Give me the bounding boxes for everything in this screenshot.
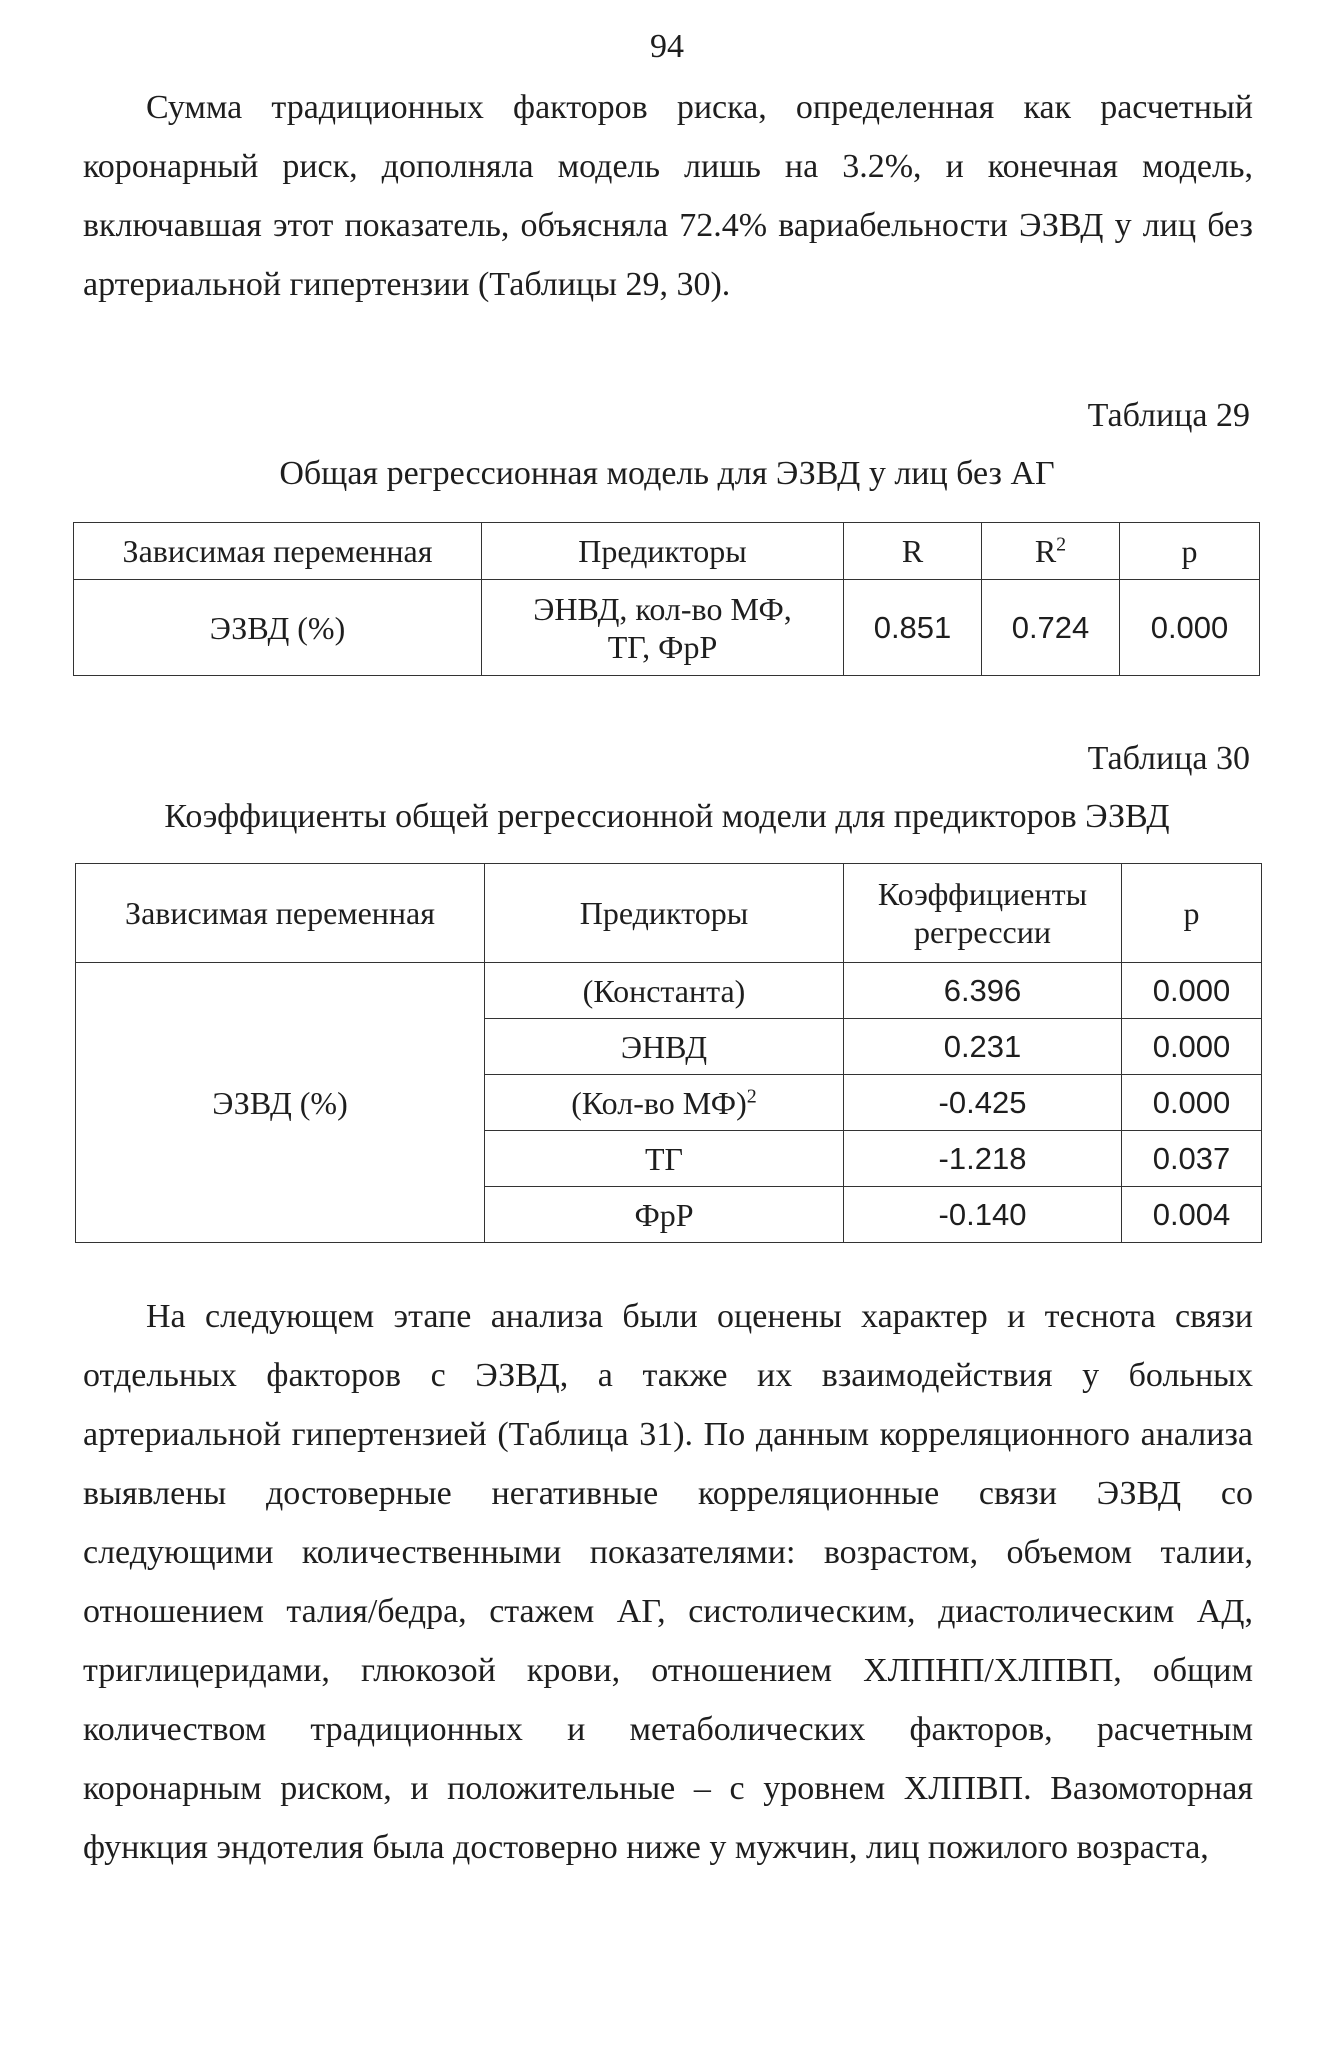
table-30-header-row [76,864,1262,963]
cell-predictor: ЭНВД [485,1019,844,1075]
cell-p: 0.000 [1122,1075,1262,1131]
cell-r-squared: 0.724 [982,580,1120,676]
cell-coefficient: 0.231 [844,1019,1122,1075]
table-row [76,963,1262,1019]
table-29-label: Таблица 29 [1087,397,1250,434]
cell-r: 0.851 [844,580,982,676]
header-r: R [844,523,982,580]
table-29-caption: Общая регрессионная модель для ЭЗВД у лиц без АГ [279,455,1055,492]
table-30-label: Таблица 30 [1087,740,1250,777]
cell-predictor-base: (Кол-во МФ) [571,1084,747,1121]
paragraph-intro: Сумма традиционных факторов риска, определенная как расчетный коронарный риск, дополняла модель лишь на 3.2%, и конечная модель, включавшая этот показатель, объясняла 72.4% вариабельности ЭЗВД у лиц без артериальной гипертензии (Таблицы 29, 30). [83,89,1253,303]
cell-predictor: ТГ [485,1131,844,1187]
cell-coefficient: 6.396 [844,963,1122,1019]
cell-dependent-variable: ЭЗВД (%) [74,580,482,676]
cell-p: 0.004 [1122,1187,1262,1243]
header-r-squared-exponent: 2 [1056,533,1067,556]
table-29-header-row [74,523,1260,580]
header-dependent-variable: Зависимая переменная [74,523,482,580]
table-30-caption: Коэффициенты общей регрессионной модели для предикторов ЭЗВД [164,798,1170,835]
header-predictors: Предикторы [482,523,844,580]
header-r-squared-base: R [1034,533,1057,569]
header-regression-coefficients [844,864,1122,963]
cell-predictor: (Константа) [485,963,844,1019]
paragraph-analysis: На следующем этапе анализа были оценены характер и теснота связи отдельных факторов с ЭЗВД, а также их взаимодействия у больных артериальной гипертензией (Таблица 31). По данным корреляционного анализа выявлены достоверные негативные корреляционные связи ЭЗВД со следующими количественными показателями: возрастом, объемом талии, отношением талия/бедра, стажем АГ, систолическим, диастолическим АД, триглицеридами, глюкозой крови, отношением ХЛПНП/ХЛПВП, общим количеством традиционных и метаболических факторов, расчетным коронарным риском, и положительные – с уровнем ХЛПВП. Вазомоторная функция эндотелия была достоверно ниже у мужчин, лиц пожилого возраста, [83,1298,1253,1866]
header-coef-line-1: Коэффициенты [877,876,1088,912]
header-r-squared [982,523,1120,580]
header-predictors: Предикторы [485,864,844,963]
header-coef-line-2: регрессии [914,914,1051,950]
cell-predictors-line-2: ТГ, ФрР [607,628,718,665]
cell-p: 0.037 [1122,1131,1262,1187]
cell-coefficient: -0.425 [844,1075,1122,1131]
header-dependent-variable: Зависимая переменная [76,864,485,963]
cell-predictor: ФрР [485,1187,844,1243]
cell-predictor-exponent: 2 [746,1084,757,1107]
cell-dependent-variable: ЭЗВД (%) [76,963,485,1243]
cell-predictors [482,580,844,676]
header-p: p [1120,523,1260,580]
header-p: p [1122,864,1262,963]
page-number: 94 [650,28,684,65]
cell-p: 0.000 [1122,1019,1262,1075]
cell-p: 0.000 [1120,580,1260,676]
table-30 [75,863,1262,1243]
cell-predictor [485,1075,844,1131]
table-row [74,580,1260,676]
table-29 [73,522,1260,676]
cell-coefficient: -0.140 [844,1187,1122,1243]
cell-p: 0.000 [1122,963,1262,1019]
cell-predictors-line-1: ЭНВД, кол-во МФ, [533,590,792,627]
cell-coefficient: -1.218 [844,1131,1122,1187]
